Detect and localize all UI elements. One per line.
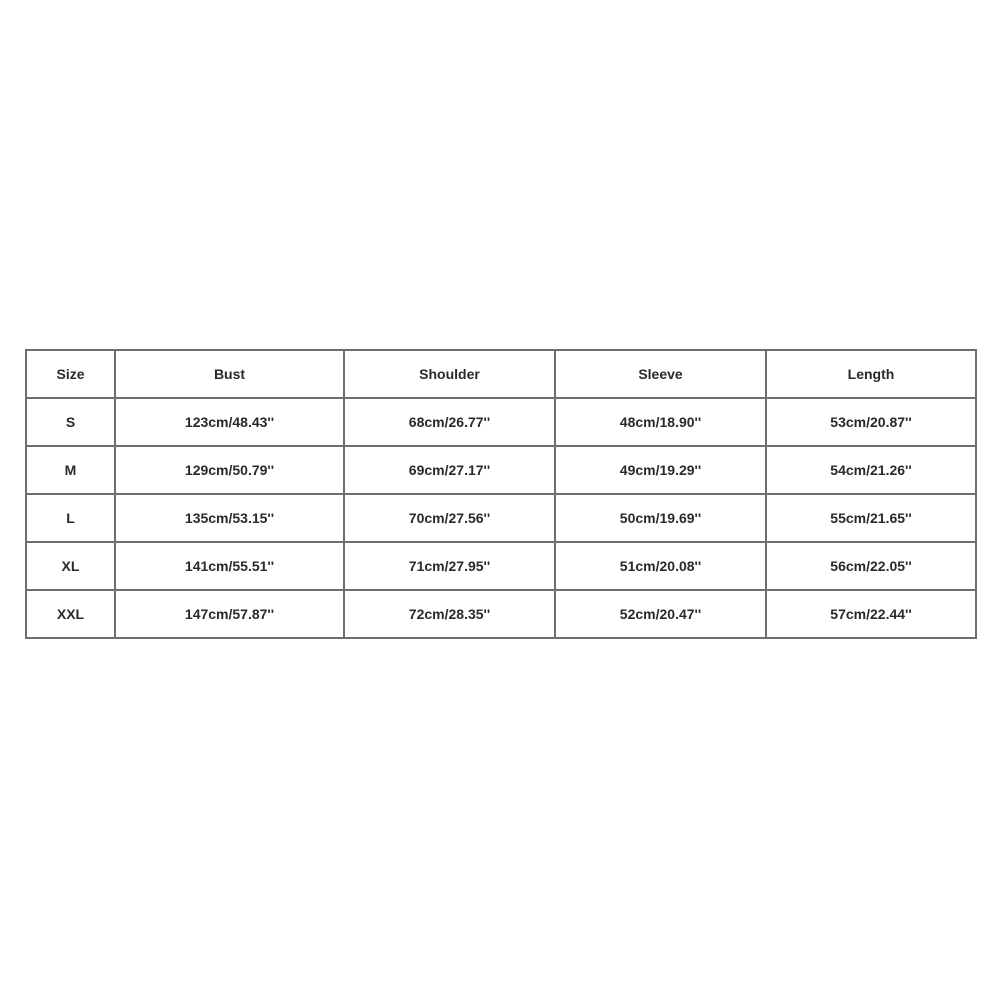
bust-cell: 129cm/50.79'' bbox=[115, 446, 344, 494]
header-shoulder: Shoulder bbox=[344, 350, 555, 398]
header-sleeve: Sleeve bbox=[555, 350, 766, 398]
table-row bbox=[26, 542, 976, 590]
table-row bbox=[26, 398, 976, 446]
shoulder-cell: 71cm/27.95'' bbox=[344, 542, 555, 590]
header-bust: Bust bbox=[115, 350, 344, 398]
header-size: Size bbox=[26, 350, 115, 398]
bust-cell: 135cm/53.15'' bbox=[115, 494, 344, 542]
header-length: Length bbox=[766, 350, 976, 398]
sleeve-cell: 52cm/20.47'' bbox=[555, 590, 766, 638]
bust-cell: 147cm/57.87'' bbox=[115, 590, 344, 638]
size-cell: XXL bbox=[26, 590, 115, 638]
sleeve-cell: 51cm/20.08'' bbox=[555, 542, 766, 590]
size-cell: M bbox=[26, 446, 115, 494]
length-cell: 56cm/22.05'' bbox=[766, 542, 976, 590]
bust-cell: 141cm/55.51'' bbox=[115, 542, 344, 590]
header-row bbox=[26, 350, 976, 398]
table-row bbox=[26, 446, 976, 494]
size-chart-table bbox=[25, 349, 977, 639]
size-cell: S bbox=[26, 398, 115, 446]
sleeve-cell: 49cm/19.29'' bbox=[555, 446, 766, 494]
length-cell: 57cm/22.44'' bbox=[766, 590, 976, 638]
sleeve-cell: 50cm/19.69'' bbox=[555, 494, 766, 542]
length-cell: 55cm/21.65'' bbox=[766, 494, 976, 542]
length-cell: 54cm/21.26'' bbox=[766, 446, 976, 494]
sleeve-cell: 48cm/18.90'' bbox=[555, 398, 766, 446]
table-row bbox=[26, 494, 976, 542]
bust-cell: 123cm/48.43'' bbox=[115, 398, 344, 446]
shoulder-cell: 69cm/27.17'' bbox=[344, 446, 555, 494]
shoulder-cell: 72cm/28.35'' bbox=[344, 590, 555, 638]
shoulder-cell: 70cm/27.56'' bbox=[344, 494, 555, 542]
size-cell: XL bbox=[26, 542, 115, 590]
table-row bbox=[26, 590, 976, 638]
size-cell: L bbox=[26, 494, 115, 542]
length-cell: 53cm/20.87'' bbox=[766, 398, 976, 446]
shoulder-cell: 68cm/26.77'' bbox=[344, 398, 555, 446]
